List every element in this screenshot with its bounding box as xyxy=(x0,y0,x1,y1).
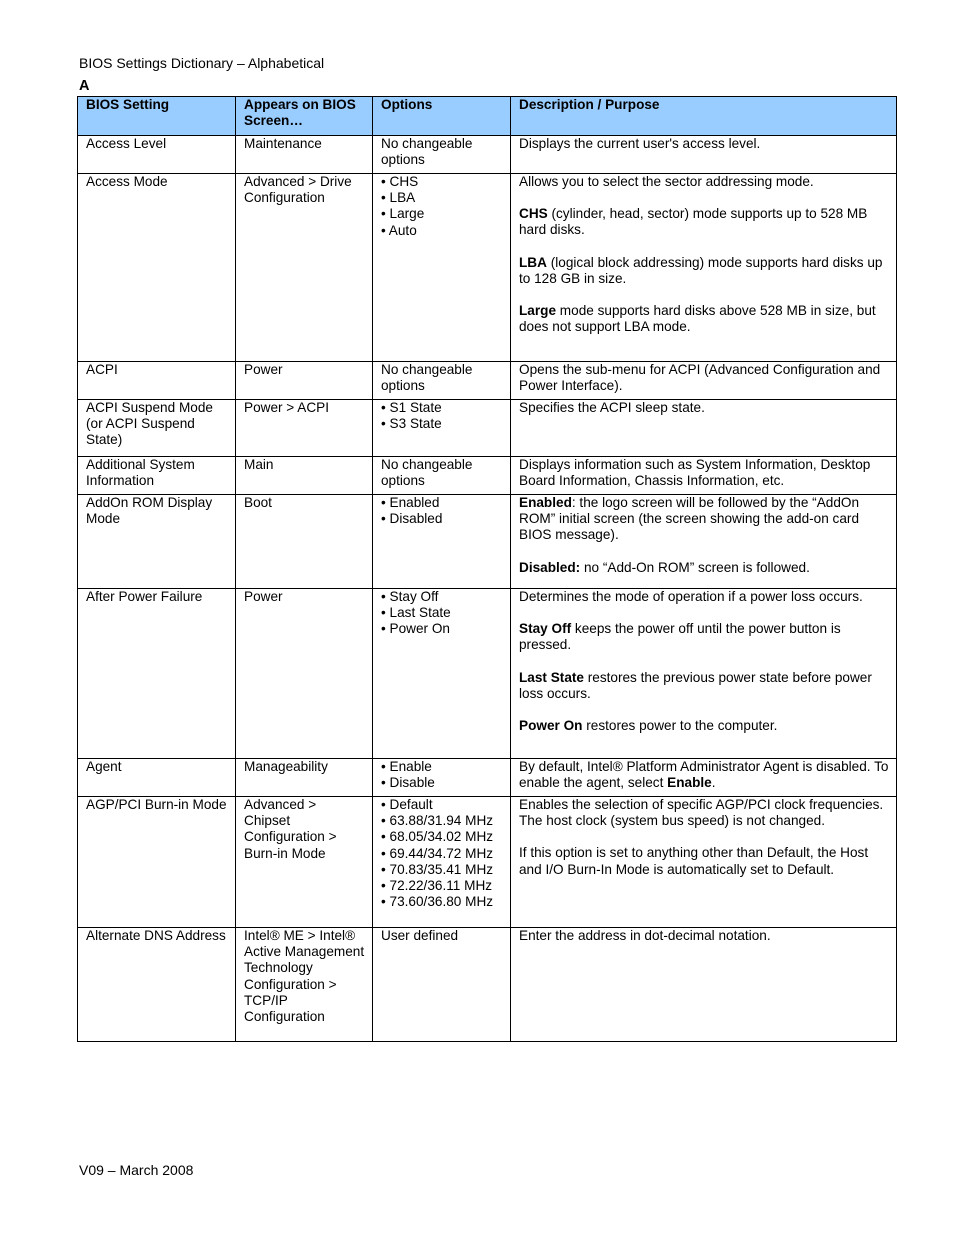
table-row xyxy=(78,797,897,928)
option-item: • Power On xyxy=(381,621,450,637)
option-item: • Auto xyxy=(381,222,417,238)
bios-settings-table xyxy=(77,96,897,1042)
option-item: • Stay Off xyxy=(381,589,439,604)
column-header: Description / Purpose xyxy=(511,97,897,136)
options-cell xyxy=(373,759,511,797)
options-cell xyxy=(373,589,511,759)
bios-setting-cell: ACPI Suspend Mode (or ACPI Suspend State) xyxy=(78,400,236,457)
page-footer: V09 – March 2008 xyxy=(79,1162,194,1178)
description-text: keeps the power off until the power button is pressed. xyxy=(519,621,841,653)
bios-screen-cell: Manageability xyxy=(236,759,373,797)
description-text: restores power to the computer. xyxy=(582,718,778,734)
description-paragraph xyxy=(519,400,890,416)
bios-setting-cell: AddOn ROM Display Mode xyxy=(78,495,236,589)
description-text: Opens the sub-menu for ACPI (Advanced Configuration and Power Interface). xyxy=(519,362,881,394)
description-text: Specifies the ACPI sleep state. xyxy=(519,400,705,415)
option-item: • 63.88/31.94 MHz xyxy=(381,813,494,829)
section-letter: A xyxy=(79,78,90,94)
column-header: Options xyxy=(373,97,511,136)
description-text: . xyxy=(711,775,716,791)
description-text: Enables the selection of specific AGP/PCI clock frequencies. The host clock (system bus speed) is not changed. xyxy=(519,797,884,829)
option-item: • 70.83/35.41 MHz xyxy=(381,861,494,877)
bios-screen-cell: Maintenance xyxy=(236,136,373,174)
table-row xyxy=(78,457,897,495)
table-header-row xyxy=(78,97,897,136)
description-paragraph xyxy=(519,495,890,544)
bios-setting-cell: After Power Failure xyxy=(78,589,236,759)
bios-screen-cell: Power xyxy=(236,362,373,400)
option-item: • 73.60/36.80 MHz xyxy=(381,894,494,910)
bold-term: Power On xyxy=(519,718,583,734)
description-text: By default, Intel® Platform Administrator Agent is disabled. To enable the agent, select xyxy=(519,759,889,791)
bios-setting-cell: Access Level xyxy=(78,136,236,174)
description-paragraph xyxy=(519,718,890,734)
option-item: • S1 State xyxy=(381,400,442,415)
table-row xyxy=(78,174,897,362)
description-cell xyxy=(511,928,897,1042)
table-row xyxy=(78,136,897,174)
option-item: • Large xyxy=(381,206,425,222)
option-item: • S3 State xyxy=(381,416,442,432)
description-text: Enter the address in dot-decimal notation. xyxy=(519,928,771,943)
description-paragraph xyxy=(519,362,890,394)
option-item: No changeable options xyxy=(381,136,473,168)
description-cell xyxy=(511,797,897,928)
description-paragraph xyxy=(519,136,890,152)
table-row xyxy=(78,362,897,400)
description-paragraph xyxy=(519,255,890,287)
description-text: : the logo screen will be followed by the “AddOn ROM” initial screen (the screen showing the add-on card BIOS message). xyxy=(519,495,860,543)
bios-setting-cell: Agent xyxy=(78,759,236,797)
description-text: no “Add-On ROM” screen is followed. xyxy=(580,559,810,575)
option-item: No changeable options xyxy=(381,457,473,489)
option-item: • Disable xyxy=(381,775,435,791)
table-row xyxy=(78,589,897,759)
description-paragraph xyxy=(519,845,890,877)
description-cell xyxy=(511,457,897,495)
bios-screen-cell: Main xyxy=(236,457,373,495)
description-paragraph xyxy=(519,670,890,702)
bold-term: Enabled xyxy=(519,495,572,510)
bold-term: CHS xyxy=(519,206,548,222)
description-paragraph xyxy=(519,759,890,791)
options-cell xyxy=(373,495,511,589)
bios-screen-cell: Intel® ME > Intel® Active Management Technology Configuration > TCP/IP Configuration xyxy=(236,928,373,1042)
option-item: No changeable options xyxy=(381,362,473,394)
description-cell xyxy=(511,495,897,589)
option-item: User defined xyxy=(381,928,459,943)
page-header: BIOS Settings Dictionary – Alphabetical xyxy=(79,55,325,71)
description-text: Displays the current user's access level. xyxy=(519,136,761,151)
option-item: • CHS xyxy=(381,174,419,189)
description-paragraph xyxy=(519,797,890,829)
option-item: • Last State xyxy=(381,605,451,621)
description-cell xyxy=(511,174,897,362)
bold-term: LBA xyxy=(519,254,547,270)
description-cell xyxy=(511,759,897,797)
options-cell xyxy=(373,400,511,457)
bios-setting-cell: Access Mode xyxy=(78,174,236,362)
options-cell xyxy=(373,928,511,1042)
option-item: • Disabled xyxy=(381,511,443,527)
description-text: Displays information such as System Information, Desktop Board Information, Chassis Information, etc. xyxy=(519,457,871,489)
bios-screen-cell: Advanced > Chipset Configuration > Burn-in Mode xyxy=(236,797,373,928)
description-text: (cylinder, head, sector) mode supports up to 528 MB hard disks. xyxy=(519,206,868,238)
description-paragraph xyxy=(519,560,890,576)
description-text: Determines the mode of operation if a power loss occurs. xyxy=(519,589,863,604)
table-row xyxy=(78,400,897,457)
option-item: • Enabled xyxy=(381,495,440,510)
bios-screen-cell: Advanced > Drive Configuration xyxy=(236,174,373,362)
bios-screen-cell: Power xyxy=(236,589,373,759)
options-cell xyxy=(373,362,511,400)
bios-setting-cell: AGP/PCI Burn-in Mode xyxy=(78,797,236,928)
description-text: (logical block addressing) mode supports hard disks up to 128 GB in size. xyxy=(519,254,883,286)
options-cell xyxy=(373,457,511,495)
description-cell xyxy=(511,362,897,400)
option-item: • 69.44/34.72 MHz xyxy=(381,845,494,861)
table-row xyxy=(78,495,897,589)
bios-setting-cell: Additional System Information xyxy=(78,457,236,495)
option-item: • 68.05/34.02 MHz xyxy=(381,829,494,845)
description-paragraph xyxy=(519,174,890,190)
table-row xyxy=(78,759,897,797)
description-paragraph xyxy=(519,303,890,335)
option-item: • LBA xyxy=(381,190,416,206)
table-row xyxy=(78,928,897,1042)
description-cell xyxy=(511,589,897,759)
bold-term: Stay Off xyxy=(519,621,572,637)
bios-screen-cell: Power > ACPI xyxy=(236,400,373,457)
description-cell xyxy=(511,400,897,457)
options-cell xyxy=(373,174,511,362)
column-header: Appears on BIOS Screen… xyxy=(236,97,373,136)
description-paragraph xyxy=(519,928,890,944)
bold-term: Enable xyxy=(667,775,712,791)
bold-term: Last State xyxy=(519,669,584,685)
options-cell xyxy=(373,797,511,928)
bold-term: Disabled: xyxy=(519,559,581,575)
option-item: • Enable xyxy=(381,759,432,774)
bold-term: Large xyxy=(519,303,557,319)
description-paragraph xyxy=(519,457,890,489)
option-item: • Default xyxy=(381,797,433,812)
options-cell xyxy=(373,136,511,174)
description-text: mode supports hard disks above 528 MB in size, but does not support LBA mode. xyxy=(519,303,876,335)
option-item: • 72.22/36.11 MHz xyxy=(381,878,493,894)
description-paragraph xyxy=(519,621,890,653)
description-text: restores the previous power state before power loss occurs. xyxy=(519,669,872,701)
description-cell xyxy=(511,136,897,174)
description-paragraph xyxy=(519,206,890,238)
description-paragraph xyxy=(519,589,890,605)
description-text: Allows you to select the sector addressing mode. xyxy=(519,174,814,189)
bios-setting-cell: Alternate DNS Address xyxy=(78,928,236,1042)
column-header: BIOS Setting xyxy=(78,97,236,136)
bios-screen-cell: Boot xyxy=(236,495,373,589)
bios-setting-cell: ACPI xyxy=(78,362,236,400)
description-text: If this option is set to anything other than Default, the Host and I/O Burn-In Mode is automatically set to Default. xyxy=(519,845,869,877)
